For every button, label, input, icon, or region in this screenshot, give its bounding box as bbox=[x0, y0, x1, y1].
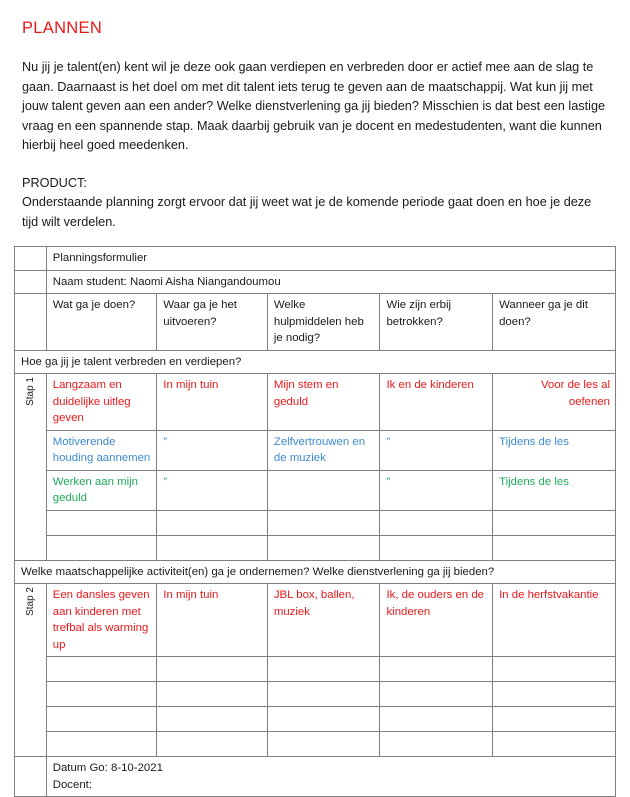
table-footer-row bbox=[15, 757, 616, 797]
column-header-3: Welke hulpmiddelen heb je nodig? bbox=[267, 294, 380, 351]
cell-r5c3[interactable] bbox=[267, 535, 380, 560]
product-label: PRODUCT: bbox=[22, 175, 87, 190]
product-block bbox=[0, 156, 630, 233]
cell-r5c1[interactable] bbox=[46, 535, 157, 560]
product-description: Onderstaande planning zorgt ervoor dat jij weet wat je de komende periode gaat doen en hoe je deze tijd wilt verdelen. bbox=[22, 195, 592, 229]
table-row bbox=[15, 657, 616, 682]
table-row bbox=[15, 470, 616, 510]
table-row bbox=[15, 535, 616, 560]
form-title-cell: Planningsformulier bbox=[46, 247, 615, 271]
column-header-2: Waar ga je het uitvoeren? bbox=[157, 294, 268, 351]
cell-r3c5[interactable]: Tijdens de les bbox=[493, 470, 616, 510]
cell-r4c4[interactable] bbox=[380, 510, 493, 535]
table-row bbox=[15, 430, 616, 470]
column-header-5: Wanneer ga je dit doen? bbox=[493, 294, 616, 351]
column-header-1: Wat ga je doen? bbox=[46, 294, 157, 351]
date-go-line: Datum Go: 8-10-2021 bbox=[52, 762, 163, 774]
column-header-4: Wie zijn erbij betrokken? bbox=[380, 294, 493, 351]
cell-r5c5[interactable] bbox=[493, 732, 616, 757]
planning-table-wrap bbox=[0, 232, 630, 797]
cell-r5c2[interactable] bbox=[157, 732, 268, 757]
cell-r3c3[interactable] bbox=[267, 682, 380, 707]
cell-r4c3[interactable] bbox=[267, 510, 380, 535]
cell-r2c1[interactable] bbox=[46, 657, 157, 682]
spacer-cell bbox=[15, 270, 47, 294]
table-row bbox=[15, 374, 616, 431]
cell-r1c2[interactable]: In mijn tuin bbox=[157, 374, 268, 431]
cell-r4c4[interactable] bbox=[380, 707, 493, 732]
table-row bbox=[15, 732, 616, 757]
section-heading-row bbox=[15, 560, 616, 584]
cell-r4c5[interactable] bbox=[493, 707, 616, 732]
cell-r4c2[interactable] bbox=[157, 707, 268, 732]
cell-r2c4[interactable] bbox=[380, 657, 493, 682]
cell-r1c2[interactable]: In mijn tuin bbox=[157, 584, 268, 657]
cell-r5c2[interactable] bbox=[157, 535, 268, 560]
page-title: PLANNEN bbox=[22, 19, 103, 37]
cell-r1c1[interactable]: Langzaam en duidelijke uitleg geven bbox=[46, 374, 157, 431]
cell-r3c1[interactable] bbox=[46, 682, 157, 707]
cell-r5c1[interactable] bbox=[46, 732, 157, 757]
student-name-cell: Naam student: Naomi Aisha Niangandoumou bbox=[46, 270, 615, 294]
cell-r5c4[interactable] bbox=[380, 535, 493, 560]
cell-r3c1[interactable]: Werken aan mijn geduld bbox=[46, 470, 157, 510]
cell-r2c3[interactable]: Zelfvertrouwen en de muziek bbox=[267, 430, 380, 470]
cell-r3c5[interactable] bbox=[493, 682, 616, 707]
table-row bbox=[15, 584, 616, 657]
cell-r3c3[interactable] bbox=[267, 470, 380, 510]
cell-r5c4[interactable] bbox=[380, 732, 493, 757]
cell-r1c5[interactable]: Voor de les al oefenen bbox=[493, 374, 616, 431]
cell-r2c2[interactable]: ” bbox=[157, 430, 268, 470]
cell-r5c5[interactable] bbox=[493, 535, 616, 560]
cell-r3c2[interactable] bbox=[157, 682, 268, 707]
cell-r4c5[interactable] bbox=[493, 510, 616, 535]
table-header-row bbox=[15, 294, 616, 351]
cell-r4c2[interactable] bbox=[157, 510, 268, 535]
cell-r3c4[interactable] bbox=[380, 682, 493, 707]
section-heading-1: Hoe ga jij je talent verbreden en verdiepen? bbox=[15, 350, 616, 374]
table-row bbox=[15, 270, 616, 294]
cell-r2c3[interactable] bbox=[267, 657, 380, 682]
spacer-cell bbox=[15, 247, 47, 271]
spacer-cell bbox=[15, 757, 47, 797]
cell-r3c2[interactable]: ” bbox=[157, 470, 268, 510]
planning-table bbox=[14, 246, 616, 797]
cell-r1c5[interactable]: In de herfstvakantie bbox=[493, 584, 616, 657]
cell-r3c4[interactable]: ” bbox=[380, 470, 493, 510]
table-row bbox=[15, 510, 616, 535]
cell-r2c5[interactable] bbox=[493, 657, 616, 682]
section-heading-row bbox=[15, 350, 616, 374]
table-row bbox=[15, 247, 616, 271]
cell-r4c1[interactable] bbox=[46, 510, 157, 535]
cell-r4c3[interactable] bbox=[267, 707, 380, 732]
cell-r2c2[interactable] bbox=[157, 657, 268, 682]
cell-r2c5[interactable]: Tijdens de les bbox=[493, 430, 616, 470]
cell-r1c3[interactable]: Mijn stem en geduld bbox=[267, 374, 380, 431]
stap-label: Stap 1 bbox=[24, 377, 36, 406]
cell-r1c3[interactable]: JBL box, ballen, muziek bbox=[267, 584, 380, 657]
intro-paragraph: Nu jij je talent(en) kent wil je deze ook gaan verdiepen en verbreden door er actief mee aan de slag te gaan. Daarnaast is het doel om met dit talent iets terug te geven aan de maatschappij. Wat kun jij met jouw talent geven aan een ander? Welke dienstverlening ga jij bieden? Misschien is dat best een lastige vraag en een spannende stap. Maak daarbij gebruik van je docent en medestudenten, want die kunnen hierbij heel goed meedenken. bbox=[22, 60, 606, 152]
table-row bbox=[15, 707, 616, 732]
table-row bbox=[15, 682, 616, 707]
stap-label-cell bbox=[15, 374, 47, 561]
stap-label: Stap 2 bbox=[24, 587, 36, 616]
cell-r1c4[interactable]: Ik en de kinderen bbox=[380, 374, 493, 431]
docent-line: Docent: bbox=[52, 778, 92, 791]
cell-r2c1[interactable]: Motiverende houding aannemen bbox=[46, 430, 157, 470]
stap-label-cell bbox=[15, 584, 47, 757]
spacer-cell bbox=[15, 294, 47, 351]
cell-r2c4[interactable]: ” bbox=[380, 430, 493, 470]
footer-cell bbox=[46, 757, 615, 797]
cell-r1c1[interactable]: Een dansles geven aan kinderen met trefbal als warming up bbox=[46, 584, 157, 657]
cell-r5c3[interactable] bbox=[267, 732, 380, 757]
cell-r4c1[interactable] bbox=[46, 707, 157, 732]
section-heading-2: Welke maatschappelijke activiteit(en) ga je ondernemen? Welke dienstverlening ga jij bieden? bbox=[15, 560, 616, 584]
cell-r1c4[interactable]: Ik, de ouders en de kinderen bbox=[380, 584, 493, 657]
